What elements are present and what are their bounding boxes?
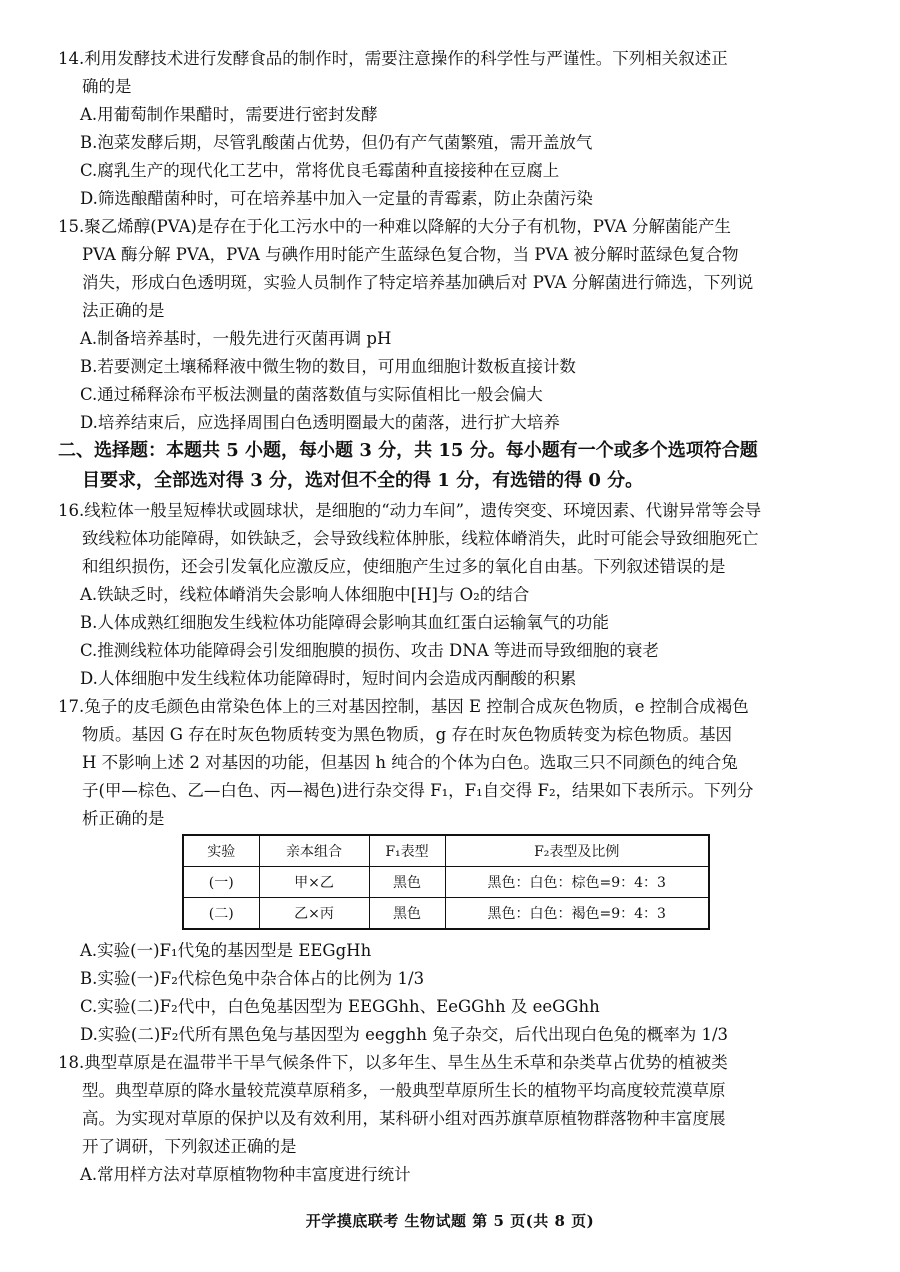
q17-option-a: A.实验(一)F₁代兔的基因型是 EEGgHh xyxy=(80,941,372,960)
q17-stem-line-5: 析正确的是 xyxy=(82,809,165,828)
table-header-row xyxy=(183,835,709,867)
q16-stem-line-1: 16.线粒体一般呈短棒状或圆球状，是细胞的“动力车间”，遗传突变、环境因素、代谢异常等会导 xyxy=(58,501,762,520)
q18-stem-line-2: 型。典型草原的降水量较荒漠草原稍多，一般典型草原所生长的植物平均高度较荒漠草原 xyxy=(82,1081,726,1100)
q17-stem-line-1: 17.兔子的皮毛颜色由常染色体上的三对基因控制，基因 E 控制合成灰色物质，e 控制合成褐色 xyxy=(58,697,749,716)
q15-stem-line-2: PVA 酶分解 PVA，PVA 与碘作用时能产生蓝绿色复合物，当 PVA 被分解时蓝绿色复合物 xyxy=(82,245,739,264)
table-header-cell: 亲本组合 xyxy=(259,835,369,867)
table-cell: 黑色 xyxy=(369,867,445,898)
table-header-cell: F₁表型 xyxy=(369,835,445,867)
q18-stem-line-1: 18.典型草原是在温带半干旱气候条件下，以多年生、旱生丛生禾草和杂类草占优势的植被类 xyxy=(58,1053,728,1072)
q14-stem-line-1: 14.利用发酵技术进行发酵食品的制作时，需要注意操作的科学性与严谨性。下列相关叙述正 xyxy=(58,49,728,68)
q16-stem-line-2: 致线粒体功能障碍，如铁缺乏，会导致线粒体肿胀，线粒体嵴消失，此时可能会导致细胞死亡 xyxy=(82,529,759,548)
q14-option-b: B.泡菜发酵后期，尽管乳酸菌占优势，但仍有产气菌繁殖，需开盖放气 xyxy=(80,133,593,152)
q18-stem-line-3: 高。为实现对草原的保护以及有效利用，某科研小组对西苏旗草原植物群落物种丰富度展 xyxy=(82,1109,726,1128)
q17-option-c: C.实验(二)F₂代中，白色兔基因型为 EEGGhh、EeGGhh 及 eeGGhh xyxy=(80,997,600,1016)
table-cell: (二) xyxy=(183,898,259,930)
q17-option-b: B.实验(一)F₂代棕色兔中杂合体占的比例为 1/3 xyxy=(80,969,425,988)
q15-option-d: D.培养结束后，应选择周围白色透明圈最大的菌落，进行扩大培养 xyxy=(80,413,560,432)
q16-option-c: C.推测线粒体功能障碍会引发细胞膜的损伤、攻击 DNA 等进而导致细胞的衰老 xyxy=(80,641,659,660)
q14-option-c: C.腐乳生产的现代化工艺中，常将优良毛霉菌种直接接种在豆腐上 xyxy=(80,161,560,180)
q15-stem-line-3: 消失，形成白色透明斑，实验人员制作了特定培养基加碘后对 PVA 分解菌进行筛选，下列说 xyxy=(82,273,754,292)
q17-stem-line-4: 子(甲—棕色、乙—白色、丙—褐色)进行杂交得 F₁，F₁自交得 F₂，结果如下表所示。下列分 xyxy=(82,781,754,800)
q15-option-c: C.通过稀释涂布平板法测量的菌落数值与实际值相比一般会偏大 xyxy=(80,385,543,404)
q17-results-table xyxy=(182,834,710,930)
table-cell: 黑色：白色：褐色=9：4：3 xyxy=(445,898,709,930)
table-row xyxy=(183,898,709,930)
section-2-instructions: 目要求，全部选对得 3 分，选对但不全的得 1 分，有选错的得 0 分。 xyxy=(82,470,644,491)
q16-stem-line-3: 和组织损伤，还会引发氧化应激反应，使细胞产生过多的氧化自由基。下列叙述错误的是 xyxy=(82,557,726,576)
table-cell: 乙×丙 xyxy=(259,898,369,930)
q15-stem-line-1: 15.聚乙烯醇(PVA)是存在于化工污水中的一种难以降解的大分子有机物，PVA 分解菌能产生 xyxy=(58,217,731,236)
table-cell: 黑色：白色：棕色=9：4：3 xyxy=(445,867,709,898)
q14-stem-line-2: 确的是 xyxy=(82,77,132,96)
table-header-cell: 实验 xyxy=(183,835,259,867)
page-footer: 开学摸底联考 生物试题 第 5 页(共 8 页) xyxy=(305,1212,595,1230)
q18-stem-line-4: 开了调研，下列叙述正确的是 xyxy=(82,1137,297,1156)
table-cell: 甲×乙 xyxy=(259,867,369,898)
q14-option-a: A.用葡萄制作果醋时，需要进行密封发酵 xyxy=(80,105,378,124)
q18-option-a: A.常用样方法对草原植物物种丰富度进行统计 xyxy=(80,1165,411,1184)
table-header-cell: F₂表型及比例 xyxy=(445,835,709,867)
section-2-heading: 二、选择题：本题共 5 小题，每小题 3 分，共 15 分。每小题有一个或多个选项符合题 xyxy=(58,440,758,461)
q15-option-a: A.制备培养基时，一般先进行灭菌再调 pH xyxy=(80,329,392,348)
table-row xyxy=(183,867,709,898)
q15-option-b: B.若要测定土壤稀释液中微生物的数目，可用血细胞计数板直接计数 xyxy=(80,357,576,376)
table-cell: 黑色 xyxy=(369,898,445,930)
q14-option-d: D.筛选酿醋菌种时，可在培养基中加入一定量的青霉素，防止杂菌污染 xyxy=(80,189,593,208)
q17-stem-line-3: H 不影响上述 2 对基因的功能，但基因 h 纯合的个体为白色。选取三只不同颜色的纯合兔 xyxy=(82,753,738,772)
q17-stem-line-2: 物质。基因 G 存在时灰色物质转变为黑色物质，g 存在时灰色物质转变为棕色物质。基因 xyxy=(82,725,732,744)
q16-option-a: A.铁缺乏时，线粒体嵴消失会影响人体细胞中[H]与 O₂的结合 xyxy=(80,585,530,604)
table-cell: (一) xyxy=(183,867,259,898)
q16-option-b: B.人体成熟红细胞发生线粒体功能障碍会影响其血红蛋白运输氧气的功能 xyxy=(80,613,609,632)
q15-stem-line-4: 法正确的是 xyxy=(82,301,165,320)
q17-option-d: D.实验(二)F₂代所有黑色兔与基因型为 eegghh 兔子杂交，后代出现白色兔的概率为 1/3 xyxy=(80,1025,729,1044)
q16-option-d: D.人体细胞中发生线粒体功能障碍时，短时间内会造成丙酮酸的积累 xyxy=(80,669,577,688)
